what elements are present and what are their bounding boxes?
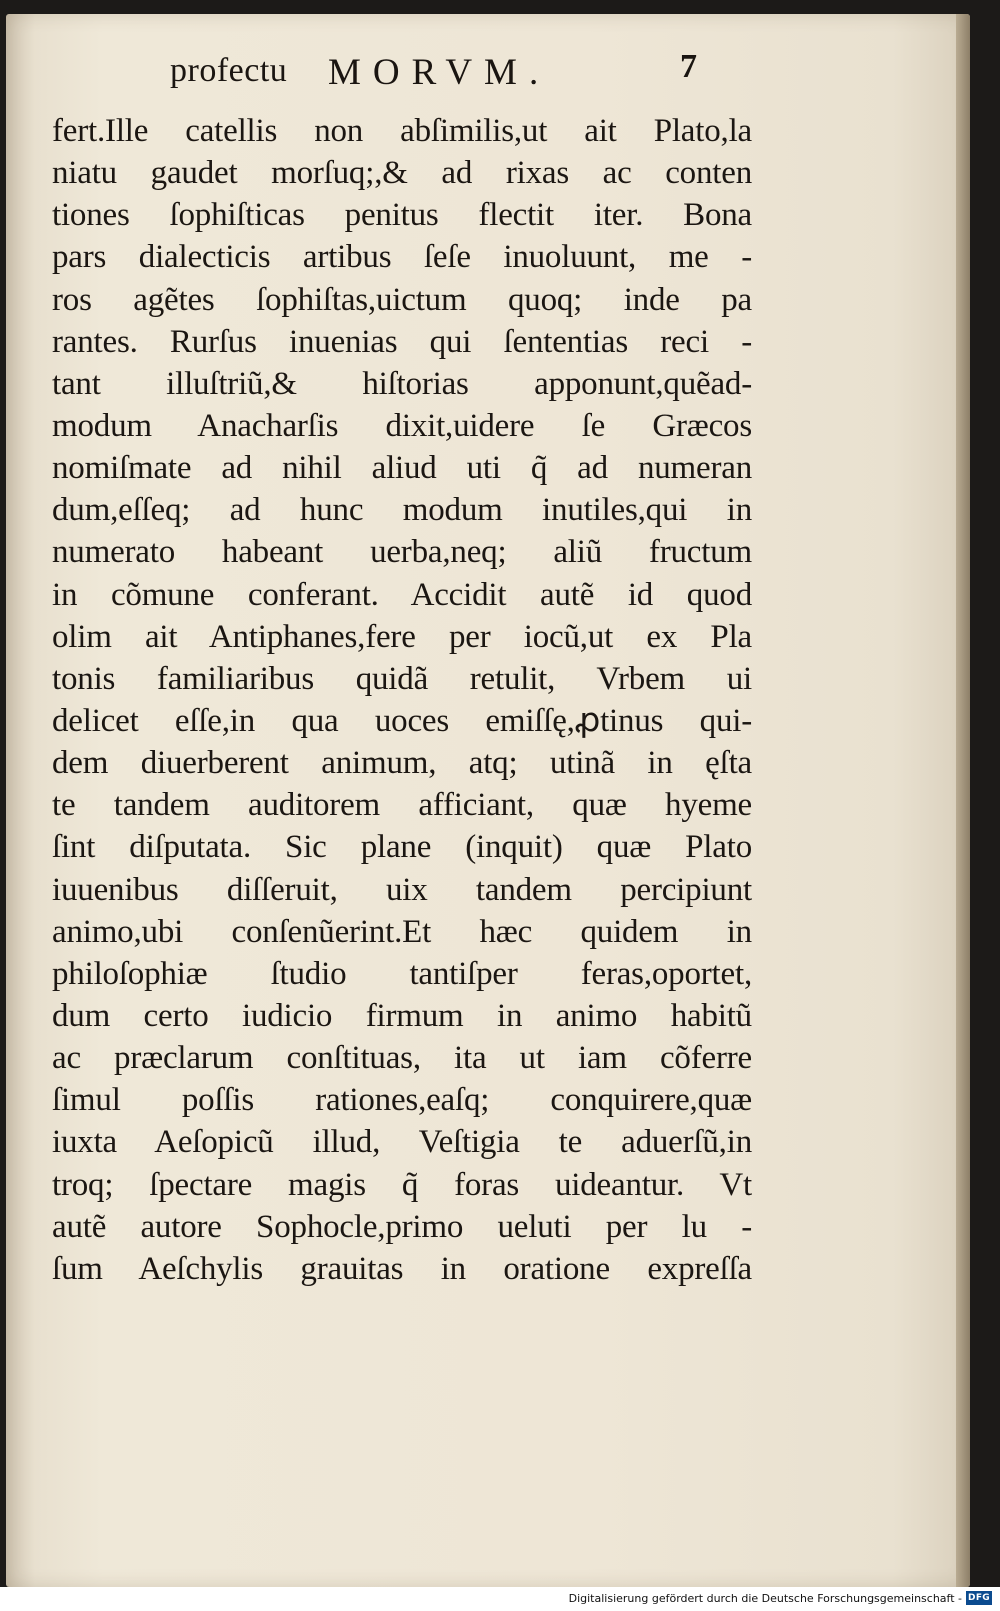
text-line: niatu gaudet morſuq;,& ad rixas ac conten [52,155,752,192]
text-line: ſum Aeſchylis grauitas in oratione expreſſa [52,1250,752,1287]
text-line: rantes. Rurſus inuenias qui ſententias reci - [52,323,752,360]
text-line: modum Anacharſis dixit,uidere ſe Græcos [52,407,752,444]
text-line: numerato habeant uerba,neq; aliũ fructum [52,534,752,571]
text-line: troq; ſpectare magis q̃ foras uideantur. Vt [52,1166,752,1203]
text-line: iuxta Aeſopicũ illud, Veſtigia te aduerſũ,in [52,1124,752,1161]
running-header [170,48,730,100]
text-line: iuuenibus diſſeruit, uix tandem percipiunt [52,871,752,908]
text-line: dem diuerberent animum, atq; utinã in ęſta [52,745,752,782]
text-line: in cõmune conferant. Accidit autẽ id quod [52,576,752,613]
text-line: ac præclarum conſtituas, ita ut iam cõferre [52,1040,752,1077]
text-line: tonis familiaribus quidã retulit, Vrbem ui [52,660,752,697]
running-title-left: profectu [170,52,288,89]
text-line: delicet eſſe,in qua uoces emiſſę,ꝓtinus qui- [52,702,752,739]
text-line: tiones ſophiſticas penitus flectit iter. Bona [52,197,752,234]
body-text [52,110,752,1290]
text-line: fert.Ille catellis non abſimilis,ut ait Plato,la [52,113,752,149]
text-line: philoſophiæ ſtudio tantiſper feras,oportet, [52,955,752,992]
text-line: ros agẽtes ſophiſtas,uictum quoq; inde pa [52,281,752,318]
text-line: dum,eſſeq; ad hunc modum inutiles,qui in [52,492,752,529]
text-line: olim ait Antiphanes,fere per iocũ,ut ex Pla [52,618,752,655]
text-line: tant illuſtriũ,& hiſtorias apponunt,quẽad- [52,365,752,402]
digitization-footer [0,1587,1000,1611]
text-line: animo,ubi conſenũerint.Et hæc quidem in [52,913,752,950]
text-line: autẽ autore Sophocle,primo ueluti per lu - [52,1208,752,1245]
dfg-logo-icon: DFG [966,1591,992,1605]
text-line: te tandem auditorem afficiant, quæ hyeme [52,787,752,824]
text-line: nomiſmate ad nihil aliud uti q̃ ad numeran [52,450,752,487]
text-line: ſint diſputata. Sic plane (inquit) quæ Plato [52,829,752,866]
folio-mark: 7 [680,48,697,85]
text-line: ſimul poſſis rationes,eaſq; conquirere,quæ [52,1082,752,1119]
text-line: dum certo iudicio firmum in animo habitũ [52,997,752,1034]
text-line: pars dialecticis artibus ſeſe inuoluunt, me - [52,239,752,276]
page-fore-edge [956,14,970,1587]
running-title-main: MORVM. [328,52,551,93]
funding-credit: Digitalisierung gefördert durch die Deutsche Forschungsgemeinschaft - [568,1592,962,1605]
